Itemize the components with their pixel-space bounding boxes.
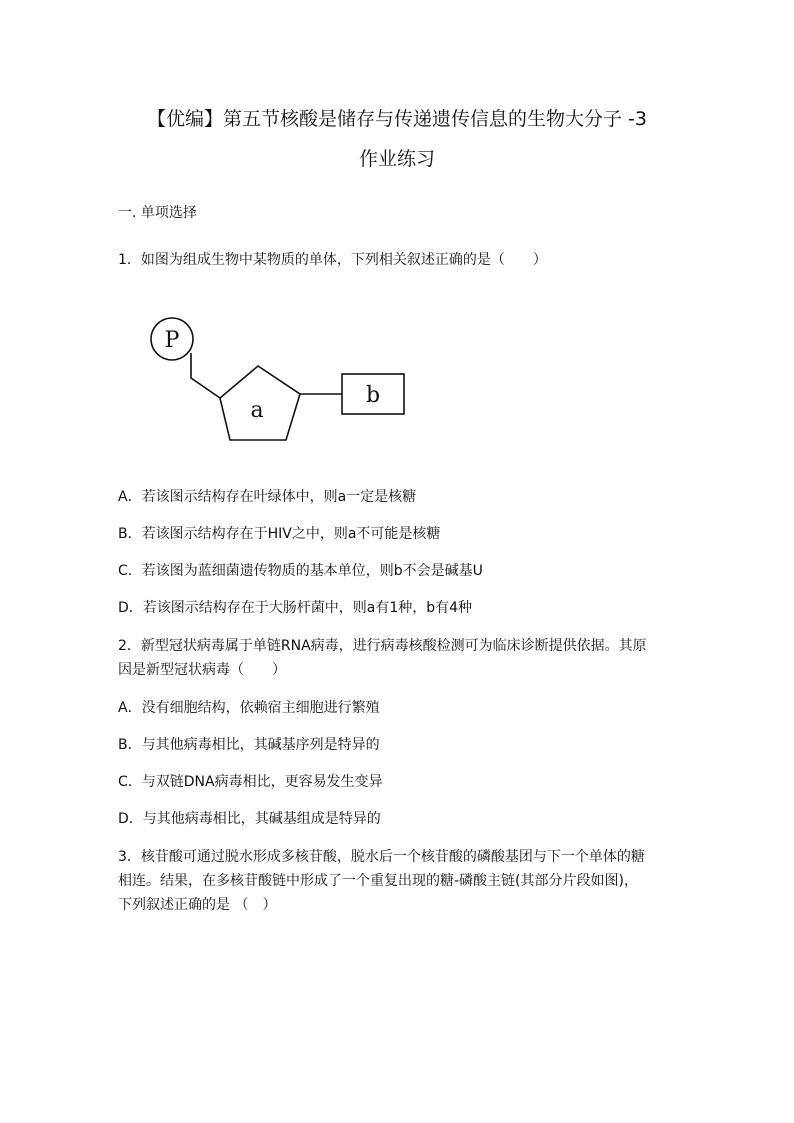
document-title-line-1: 【优编】第五节核酸是储存与传递遗传信息的生物大分子 -3 — [147, 108, 647, 130]
question-3-stem-line-2: 相连。结果，在多核苷酸链中形成了一个重复出现的糖-磷酸主链(其部分片段如图)， — [118, 873, 638, 889]
question-2-stem-line-2: 因是新型冠状病毒（ ） — [118, 662, 286, 678]
question-3-stem-line-3: 下列叙述正确的是 （ ） — [118, 897, 277, 913]
question-1-option-b: B．若该图示结构存在于HIV之中，则a不可能是核糖 — [118, 526, 441, 542]
question-2-option-a: A．没有细胞结构，依赖宿主细胞进行繁殖 — [118, 700, 380, 716]
question-2-option-d: D．与其他病毒相比，其碱基组成是特异的 — [118, 811, 381, 827]
question-1-option-a: A．若该图示结构存在叶绿体中，则a一定是核糖 — [118, 489, 417, 505]
question-1-option-c: C．若该图为蓝细菌遗传物质的基本单位，则b不会是碱基U — [118, 563, 483, 579]
question-2-stem-line-1: 2．新型冠状病毒属于单链RNA病毒，进行病毒核酸检测可为临床诊断提供依据。其原 — [118, 638, 647, 654]
phosphate-label: P — [164, 328, 180, 353]
sugar-label: a — [250, 398, 264, 423]
nucleotide-diagram — [140, 308, 420, 448]
question-2-option-b: B．与其他病毒相比，其碱基序列是特异的 — [118, 737, 380, 753]
question-3-stem-line-1: 3．核苷酸可通过脱水形成多核苷酸，脱水后一个核苷酸的磷酸基团与下一个单体的糖 — [118, 849, 645, 865]
phosphate-sugar-bond — [191, 353, 220, 398]
question-1-stem: 1．如图为组成生物中某物质的单体，下列相关叙述正确的是（ ） — [118, 252, 547, 268]
document-title-line-2: 作业练习 — [358, 148, 435, 170]
section-heading: 一. 单项选择 — [118, 205, 197, 221]
base-label: b — [365, 383, 381, 408]
question-1-option-d: D．若该图示结构存在于大肠杆菌中，则a有1种，b有4种 — [118, 600, 473, 616]
question-2-option-c: C．与双链DNA病毒相比，更容易发生变异 — [118, 774, 383, 790]
